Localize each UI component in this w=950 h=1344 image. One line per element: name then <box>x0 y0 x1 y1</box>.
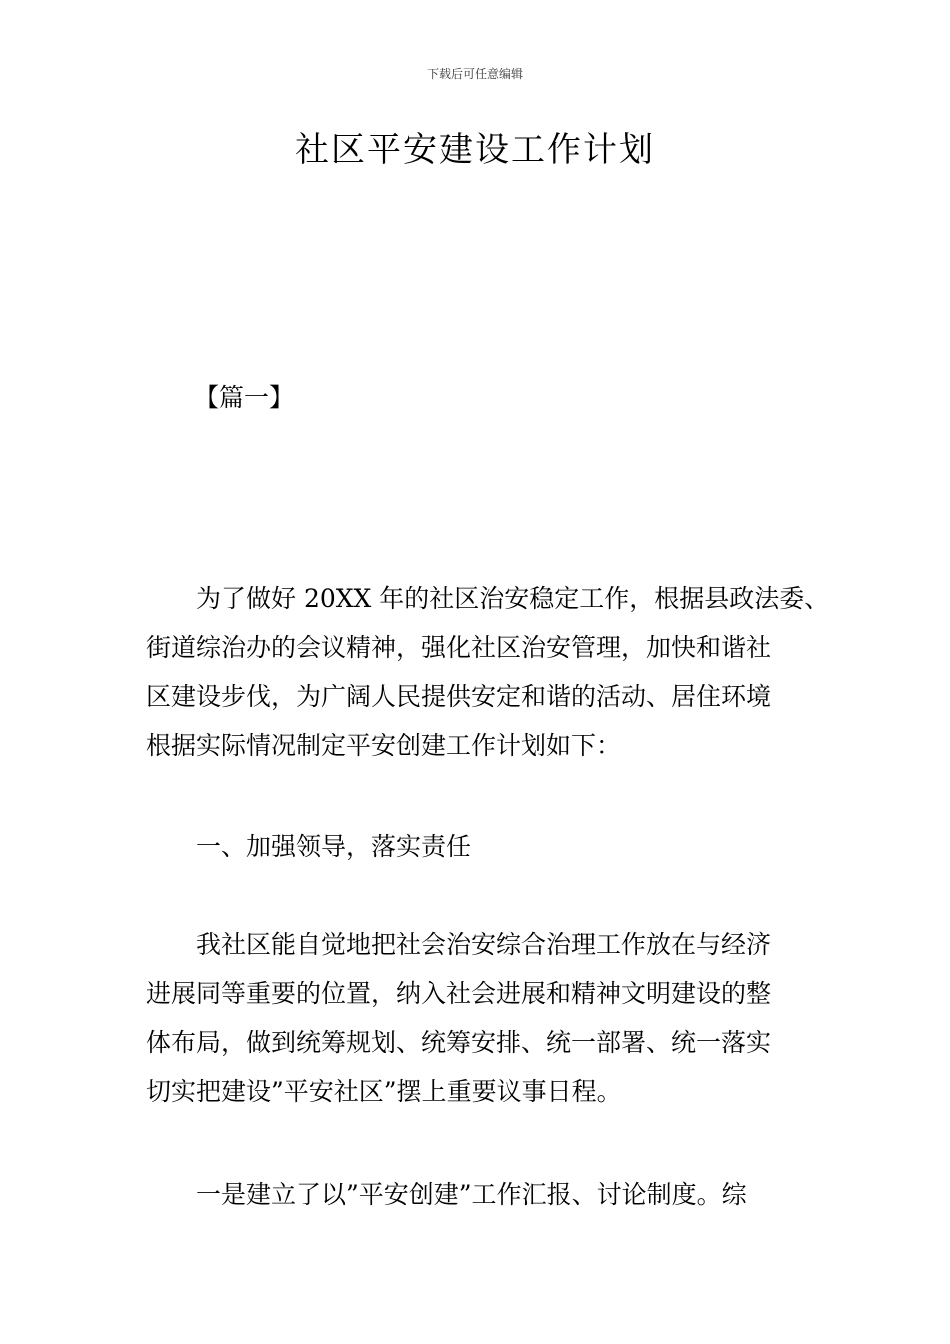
paragraph-intro <box>146 574 830 770</box>
paragraph-line: 区建设步伐，为广阔人民提供安定和谐的活动、居住环境 <box>146 682 772 711</box>
section-label: 【篇一】 <box>194 383 295 412</box>
paragraph-line: 切实把建设”平安社区”摆上重要议事日程。 <box>146 1077 622 1106</box>
document-title: 社区平安建设工作计划 <box>295 130 655 170</box>
paragraph-line: 一是建立了以”平安创建”工作汇报、讨论制度。综 <box>196 1180 747 1209</box>
paragraph-line: 一、加强领导，落实责任 <box>196 832 472 861</box>
paragraph-body <box>146 920 826 1116</box>
header-note: 下载后可任意编辑 <box>426 67 523 81</box>
paragraph-line: 为了做好 20XX 年的社区治安稳定工作，根据县政法委、 <box>196 584 830 613</box>
paragraph-point-one <box>146 1170 826 1219</box>
paragraph-line: 街道综治办的会议精神，强化社区治安管理，加快和谐社 <box>146 633 772 662</box>
paragraph-heading-one <box>146 822 826 871</box>
paragraph-line: 根据实际情况制定平安创建工作计划如下： <box>146 731 622 760</box>
paragraph-line: 进展同等重要的位置，纳入社会进展和精神文明建设的整 <box>146 979 772 1008</box>
paragraph-line: 我社区能自觉地把社会治安综合治理工作放在与经济 <box>196 930 772 959</box>
paragraph-line: 体布局，做到统筹规划、统筹安排、统一部署、统一落实 <box>146 1028 772 1057</box>
